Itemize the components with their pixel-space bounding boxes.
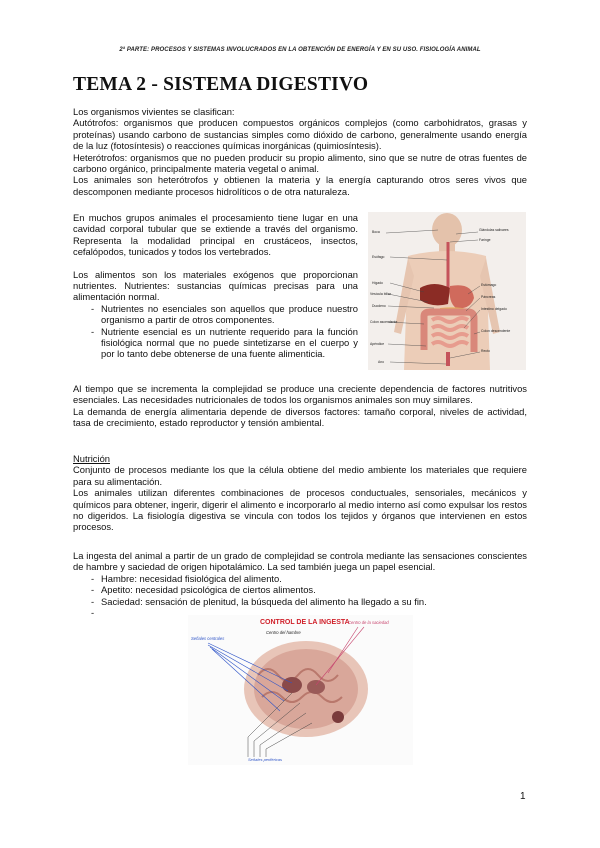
label-duodeno: Duodeno [372, 304, 386, 308]
demand-paragraph-2: La demanda de energía alimentaria depende de diversos factores: tamaño corporal, niveles de actividad, tasa de crecimiento, estado reproductor y tensión ambiental. [73, 405, 527, 429]
label-colon-desc: Colon descendente [481, 329, 511, 333]
demand-section [73, 383, 527, 429]
intro-paragraph-heterotrofos: Heterótrofos: organismos que no pueden producir su propio alimento, sino que se nutre de otras fuentes de carbono orgánico, principalmente materia vegetal o animal. [73, 151, 527, 175]
label-colon: Colon ascendente [370, 320, 398, 324]
label-recto: Recto [481, 349, 490, 353]
list-item: - Apetito: necesidad psicológica de ciertos alimentos. [73, 584, 527, 595]
label-estomago: Estómago [481, 283, 497, 287]
demand-paragraph-1: Al tiempo que se incrementa la complejidad se produce una creciente dependencia de factores nutritivos esenciales. Las necesidades nutricionales de todos los organismos animales son muy similares. [73, 383, 527, 406]
intake-section [73, 550, 527, 618]
brain-illustration [188, 615, 413, 765]
intake-control-figure [188, 615, 413, 765]
page-number: 1 [520, 791, 526, 802]
peripheral-signals-label: Señales periféricas [248, 757, 283, 762]
intro-paragraph-autotrofos: Autótrofos: organismos que producen compuestos orgánicos complejos (como carbohidratos, grasas y proteínas) usando carbono de sustancias simples como dióxido de carbono, generalmente usando energía de la luz (fotosíntesis) o reacciones químicas inorgánicas (quimiosíntesis). [73, 117, 527, 152]
label-glandulas: Glándulas salivares [479, 228, 509, 232]
liver-shape [420, 284, 450, 305]
label-intestino: Intestino delgado [481, 307, 507, 311]
label-esofago: Esófago [372, 255, 385, 259]
intro-section [73, 106, 527, 197]
digestive-system-illustration [368, 212, 526, 370]
intro-paragraph-1: Los organismos vivientes se clasifican: [73, 106, 235, 117]
nutrition-paragraph-1: Conjunto de procesos mediante los que la célula obtiene del medio ambiente los materiales que requiere para su alimentación. [73, 464, 527, 487]
satiety-center-label: Centro de la saciedad [348, 620, 389, 625]
label-faringe: Faringe [479, 238, 491, 242]
running-header: 2ª PARTE: PROCESOS Y SISTEMAS INVOLUCRADOS EN LA OBTENCIÓN DE ENERGÍA Y EN SU USO. FISIOLOGÍA ANIMAL [119, 47, 481, 53]
nutrition-heading: Nutrición [73, 453, 110, 464]
page-title: TEMA 2 - SISTEMA DIGESTIVO [73, 74, 369, 95]
digestion-section [73, 212, 358, 360]
intake-paragraph-1: La ingesta del animal a partir de un grado de complejidad se controla mediante las sensaciones conscientes de hambre y saciedad de origen hipotalámico. La sed también juega un papel esencial. [73, 550, 527, 573]
figure-title: CONTROL DE LA INGESTA [260, 619, 350, 626]
label-ano: Ano [378, 360, 385, 364]
label-boca: Boca [372, 230, 380, 234]
list-item: - Saciedad: sensación de plenitud, la búsqueda del alimento ha llegado a su fin. [73, 596, 527, 607]
list-item: - Nutrientes no esenciales son aquellos que produce nuestro organismo a partir de otros componentes. [73, 303, 358, 326]
digestive-system-figure [368, 212, 526, 370]
nutrition-section [73, 453, 527, 533]
digestion-paragraph-2: Los alimentos son los materiales exógenos que proporcionan nutrientes. Nutrientes: sustancias químicas precisas para una alimentación normal. [73, 268, 358, 303]
label-apendice: Apéndice [370, 342, 385, 346]
nutrient-list [73, 303, 358, 360]
hunger-center-label: Centro del hambre [266, 630, 301, 635]
cerebellum-shape [332, 711, 344, 723]
nutrition-paragraph-2: Los animales utilizan diferentes combinaciones de procesos conductuales, sensoriales, mecánicos y químicos para obtener, ingerir, digerir el alimento e incorporarlo al medio interno así como expulsar los restos no digeridos. La fisiología digestiva se vincula con todos los tejidos y órganos que intervienen en estos procesos. [73, 487, 527, 533]
label-higado: Hígado [372, 281, 383, 285]
label-pancreas: Páncreas [481, 295, 496, 299]
list-item: - Hambre: necesidad fisiológica del alimento. [73, 573, 527, 584]
digestion-paragraph-1: En muchos grupos animales el procesamiento tiene lugar en una cavidad corporal tubular que se extiende a través del organismo. Representa la modalidad principal en crustáceos, insectos, cefalópodos, tunicados y todos los vertebrados. [73, 212, 358, 258]
intro-paragraph-animales: Los animales son heterótrofos y obtienen la materia y la energía capturando otros seres vivos que descomponen mediante procesos hidrolíticos o de otra naturaleza. [73, 174, 527, 197]
list-item: - Nutriente esencial es un nutriente requerido para la función fisiológica normal que no puede sintetizarse en el cuerpo y por lo tanto debe obtenerse de una fuente alimenticia. [73, 326, 358, 360]
label-vesicula: Vesícula biliar [370, 292, 391, 296]
central-signals-label: Señales centrales [191, 636, 225, 641]
intake-list [73, 573, 527, 619]
thalamus-shape [307, 680, 325, 694]
